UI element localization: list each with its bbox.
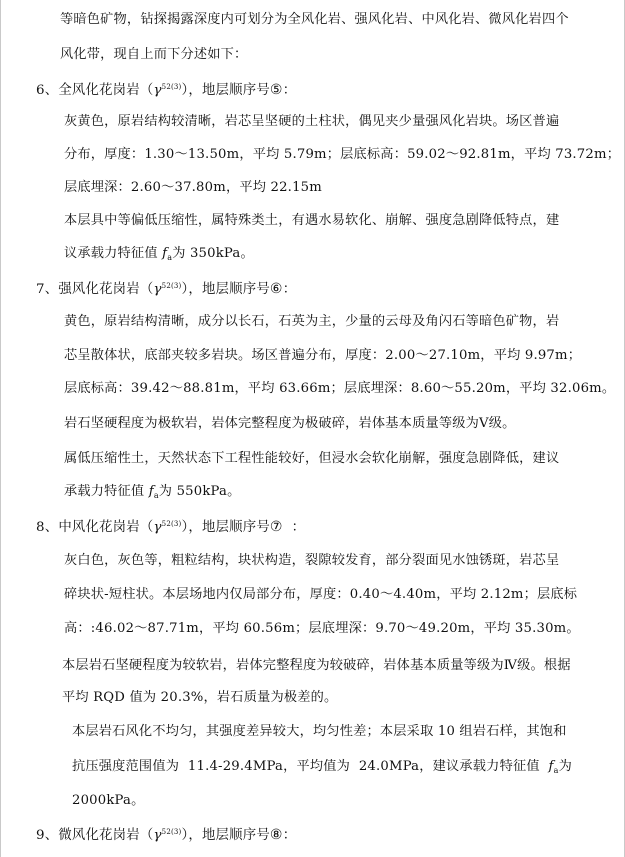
page-left-border [0, 0, 1, 857]
section-7-bearing-value: 为 550kPa。 [158, 484, 241, 499]
gamma-subscript: 5 [161, 282, 167, 290]
section-9-tail: ），地层顺序号 [181, 828, 270, 843]
fa-subscript: a [153, 491, 159, 500]
gamma-symbol: γ [153, 83, 162, 98]
gamma-symbol: γ [153, 828, 162, 843]
section-8-tail: ），地层顺序号 [181, 520, 270, 535]
section-8-para3-line2 [72, 757, 572, 778]
section-9-number: 9、 [36, 828, 59, 843]
section-7-para1-line2: 芯呈散体状，底部夹较多岩块。场区普遍分布，厚度：2.00～27.10m，平均 9.97m； [64, 348, 582, 363]
section-9-name: 微风化花岗岩（ [58, 828, 154, 843]
section-7-name: 强风化花岗岩（ [58, 282, 154, 297]
fa-symbol: f [548, 759, 554, 774]
gamma-symbol: γ [153, 282, 162, 297]
fa-subscript: a [167, 253, 173, 262]
section-6-tail: ），地层顺序号 [181, 83, 270, 98]
section-7-tail: ），地层顺序号 [181, 282, 270, 297]
section-6-para1-line3: 层底埋深：2.60～37.80m，平均 22.15m [64, 180, 322, 195]
gamma-subscript: 5 [161, 828, 167, 836]
intro-line-1: 等暗色矿物，钻探揭露深度内可划分为全风化岩、强风化岩、中风化岩、微风化岩四个 [60, 12, 569, 27]
section-6-bearing-value: 为 350kPa。 [172, 246, 254, 261]
section-7-colon: ： [282, 282, 297, 297]
section-6-heading [36, 80, 296, 102]
gamma-superscript: 2(3) [166, 520, 182, 528]
fa-subscript: a [553, 766, 559, 775]
section-7-para3-line1: 属低压缩性土，天然状态下工程性能较好，但浸水会软化崩解，强度急剧降低，建议 [64, 451, 560, 466]
gamma-superscript: 2(3) [166, 828, 182, 836]
section-7-para2: 岩石坚硬程度为极软岩，岩体完整程度为极破碎，岩体基本质量等级为Ⅴ级。 [64, 416, 516, 431]
intro-line-2: 风化带，现自上而下分述如下： [60, 47, 248, 62]
gamma-superscript: 2(3) [166, 83, 182, 91]
section-8-para1-line2: 碎块状-短柱状。本层场地内仅局部分布，厚度：0.40～4.40m，平均 2.12m；层底标 [64, 587, 578, 602]
section-7-para3-line2 [64, 482, 240, 503]
section-8-order-number: ⑦ [269, 519, 283, 535]
section-6-name: 全风化花岗岩（ [58, 83, 154, 98]
section-8-para3-line3: 2000kPa。 [72, 793, 145, 808]
section-8-para2-line2: 平均 RQD 值为 20.3%，岩石质量为极差的。 [62, 690, 338, 705]
section-6-para2-line2 [64, 244, 254, 265]
section-8-bearing-label: 为 [558, 759, 572, 774]
section-8-colon: ： [282, 520, 306, 535]
section-6-order-number: ⑤ [269, 82, 283, 98]
section-6-para1-line1: 灰黄色，原岩结构较清晰，岩芯呈坚硬的土柱状，偶见夹少量强风化岩块。场区普遍 [64, 114, 560, 129]
gamma-symbol: γ [153, 520, 162, 535]
section-8-heading [36, 517, 305, 539]
section-7-order-number: ⑥ [269, 281, 283, 297]
section-7-para3-text: 承载力特征值 [64, 484, 149, 499]
section-6-para2-line1: 本层具中等偏低压缩性，属特殊类土，有遇水易软化、崩解、强度急剧降低特点，建 [64, 213, 560, 228]
section-8-para3-line1: 本层岩石风化不均匀，其强度差异较大，均匀性差；本层采取 10 组岩石样，其饱和 [72, 724, 567, 739]
section-8-number: 8、 [36, 520, 59, 535]
section-9-heading [36, 825, 296, 847]
gamma-subscript: 5 [161, 83, 167, 91]
gamma-superscript: 2(3) [166, 282, 182, 290]
section-7-para1-line1: 黄色，原岩结构清晰，成分以长石，石英为主，少量的云母及角闪石等暗色矿物，岩 [64, 314, 560, 329]
section-6-para1-line2: 分布，厚度：1.30～13.50m，平均 5.79m；层底标高：59.02～92.81m，平均 73.72m； [64, 147, 621, 162]
section-8-para1-line1: 灰白色，灰色等，粗粒结构，块状构造，裂隙较发育，部分裂面见水蚀锈斑，岩芯呈 [64, 553, 560, 568]
section-7-number: 7、 [36, 282, 59, 297]
section-8-para2-line1: 本层岩石坚硬程度为较软岩，岩体完整程度为较破碎，岩体基本质量等级为Ⅳ级。根据 [62, 658, 571, 673]
section-8-para3-text: 抗压强度范围值为 11.4-29.4MPa，平均值为 24.0MPa，建议承载力特征值 [72, 759, 549, 774]
fa-symbol: f [162, 246, 168, 261]
section-9-colon: ： [282, 828, 297, 843]
section-8-name: 中风化花岗岩（ [58, 520, 154, 535]
section-9-order-number: ⑧ [269, 827, 283, 843]
section-7-heading [36, 279, 296, 301]
section-6-colon: ： [282, 83, 297, 98]
section-8-para1-line3: 高：:46.02～87.71m，平均 60.56m；层底埋深：9.70～49.20m，平均 35.30m。 [64, 621, 580, 636]
section-6-para2-text: 议承载力特征值 [64, 246, 163, 261]
section-6-number: 6、 [36, 83, 59, 98]
fa-symbol: f [148, 484, 154, 499]
gamma-subscript: 5 [161, 520, 167, 528]
section-7-para1-line3: 层底标高：39.42～88.81m，平均 63.66m；层底埋深：8.60～55.20m，平均 32.06m。 [64, 381, 616, 396]
